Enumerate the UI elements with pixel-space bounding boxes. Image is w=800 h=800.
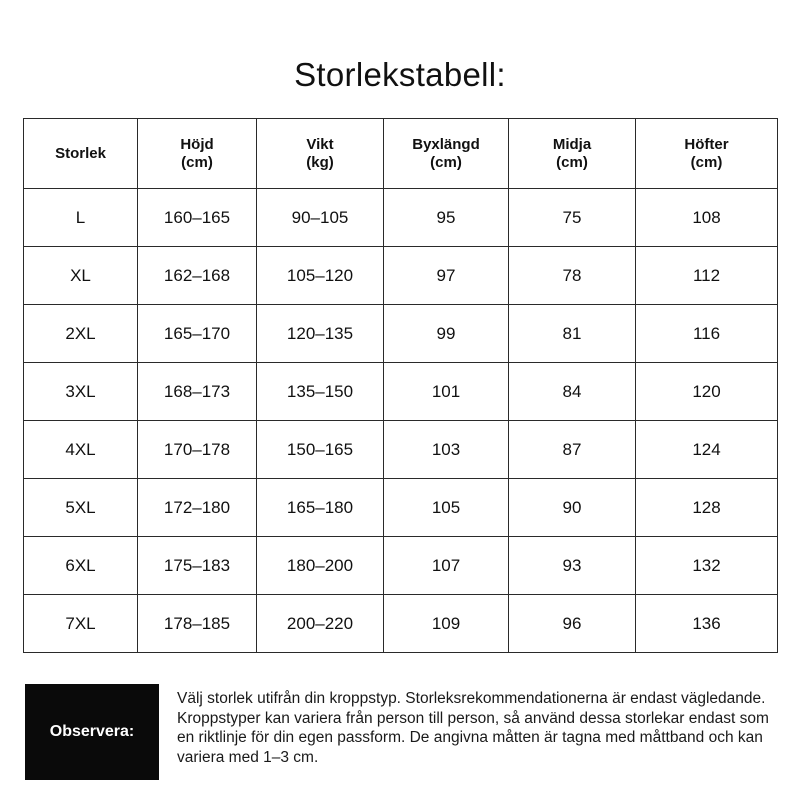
table-row (24, 189, 778, 247)
note-label: Observera: (49, 723, 135, 740)
cell-height: 165–170 (138, 305, 257, 363)
cell-waist: 93 (509, 537, 636, 595)
header-weight: Vikt (kg) (257, 119, 384, 189)
cell-waist: 81 (509, 305, 636, 363)
cell-waist: 90 (509, 479, 636, 537)
table-row (24, 247, 778, 305)
cell-height: 175–183 (138, 537, 257, 595)
cell-weight: 150–165 (257, 421, 384, 479)
cell-waist: 84 (509, 363, 636, 421)
note-text: Välj storlek utifrån din kroppstyp. Storleksrekommendationerna är endast vägledande. Kroppstyper kan variera från person till person, så använd dessa storlekar endast som en riktlinje för din egen passform. De angivna måtten är tagna med måttband och kan variera med 1–3 cm. (177, 690, 769, 766)
cell-size: 4XL (24, 421, 138, 479)
cell-height: 168–173 (138, 363, 257, 421)
cell-height: 172–180 (138, 479, 257, 537)
cell-height: 162–168 (138, 247, 257, 305)
cell-weight: 200–220 (257, 595, 384, 653)
cell-inseam: 97 (384, 247, 509, 305)
header-height: Höjd (cm) (138, 119, 257, 189)
cell-size: 6XL (24, 537, 138, 595)
header-hips: Höfter (cm) (636, 119, 778, 189)
cell-size: 2XL (24, 305, 138, 363)
cell-waist: 96 (509, 595, 636, 653)
cell-inseam: 99 (384, 305, 509, 363)
cell-weight: 165–180 (257, 479, 384, 537)
cell-weight: 90–105 (257, 189, 384, 247)
note-label-box (25, 684, 159, 780)
cell-hips: 112 (636, 247, 778, 305)
header-inseam: Byxlängd (cm) (384, 119, 509, 189)
cell-size: 7XL (24, 595, 138, 653)
page-title: Storlekstabell: (294, 56, 506, 93)
cell-weight: 120–135 (257, 305, 384, 363)
cell-size: 5XL (24, 479, 138, 537)
cell-height: 160–165 (138, 189, 257, 247)
cell-height: 178–185 (138, 595, 257, 653)
cell-size: 3XL (24, 363, 138, 421)
cell-hips: 124 (636, 421, 778, 479)
size-table (23, 118, 778, 653)
cell-inseam: 103 (384, 421, 509, 479)
table-row (24, 305, 778, 363)
cell-waist: 87 (509, 421, 636, 479)
header-waist: Midja (cm) (509, 119, 636, 189)
cell-weight: 180–200 (257, 537, 384, 595)
cell-hips: 132 (636, 537, 778, 595)
cell-height: 170–178 (138, 421, 257, 479)
cell-inseam: 101 (384, 363, 509, 421)
table-row (24, 537, 778, 595)
cell-waist: 75 (509, 189, 636, 247)
cell-inseam: 105 (384, 479, 509, 537)
cell-inseam: 95 (384, 189, 509, 247)
table-row (24, 363, 778, 421)
table-row (24, 421, 778, 479)
table-header-row (24, 119, 778, 189)
cell-weight: 135–150 (257, 363, 384, 421)
cell-inseam: 109 (384, 595, 509, 653)
cell-weight: 105–120 (257, 247, 384, 305)
cell-size: L (24, 189, 138, 247)
cell-inseam: 107 (384, 537, 509, 595)
cell-hips: 136 (636, 595, 778, 653)
header-size: Storlek (24, 119, 138, 189)
cell-hips: 128 (636, 479, 778, 537)
table-row (24, 595, 778, 653)
cell-waist: 78 (509, 247, 636, 305)
cell-hips: 108 (636, 189, 778, 247)
table-row (24, 479, 778, 537)
cell-hips: 120 (636, 363, 778, 421)
cell-size: XL (24, 247, 138, 305)
cell-hips: 116 (636, 305, 778, 363)
